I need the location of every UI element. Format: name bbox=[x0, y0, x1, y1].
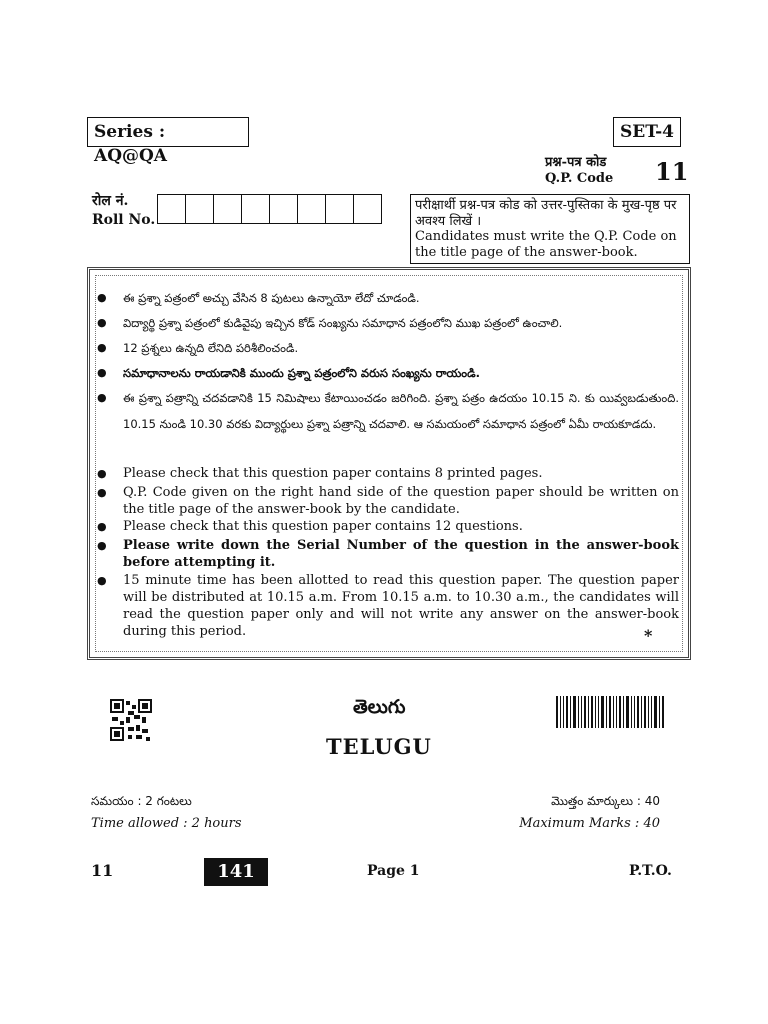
barcode-icon bbox=[556, 696, 666, 728]
subject-telugu: తెలుగు bbox=[353, 696, 406, 718]
bullet-icon: ● bbox=[97, 366, 107, 379]
instruction-telugu: ● విద్యార్థి ప్రశ్నా పత్రంలో కుడివైపు ఇచ్చిన కోడ్ సంఖ్యను సమాధాన పత్రంలోని ముఖ పత్రంలో ఉంచాలి. bbox=[97, 310, 679, 336]
footer-pto: P.T.O. bbox=[629, 863, 672, 879]
instruction-telugu: ● సమాధానాలను రాయడానికి ముందు ప్రశ్నా పత్రంలోని వరుస సంఖ్యను రాయండి. bbox=[97, 360, 679, 386]
instruction-english: ● 15 minute time has been allotted to read this question paper. The question paper will be distributed at 10.15 a.m. From 10.15 a.m. to 10.30 a.m., the candidates will read the question paper only and will not write any answer on the answer-book during this period. bbox=[97, 573, 679, 639]
bullet-icon: ● bbox=[97, 520, 107, 533]
bullet-icon: ● bbox=[97, 539, 107, 552]
series-label: Series : AQ@QA bbox=[87, 117, 249, 147]
roll-cell[interactable] bbox=[214, 195, 242, 223]
qp-code-notice bbox=[410, 194, 690, 264]
footer-badge: 141 bbox=[204, 858, 268, 886]
qp-code-number: 11 bbox=[655, 157, 689, 186]
qp-code-labels bbox=[545, 155, 613, 187]
roll-labels bbox=[92, 192, 155, 230]
roll-cell[interactable] bbox=[270, 195, 298, 223]
qp-code-hindi: प्रश्न-पत्र कोड bbox=[545, 155, 607, 170]
instruction-telugu: ● ఈ ప్రశ్నా పత్రంలో అచ్చు వేసిన 8 పుటలు ఉన్నాయో లేదో చూడండి. bbox=[97, 285, 679, 311]
bullet-icon: ● bbox=[97, 291, 107, 304]
roll-label: Roll No. bbox=[92, 212, 156, 228]
bullet-icon: ● bbox=[97, 467, 107, 480]
roll-cell[interactable] bbox=[242, 195, 270, 223]
bullet-icon: ● bbox=[97, 391, 107, 404]
footer-page: Page 1 bbox=[367, 863, 420, 879]
time-allowed-telugu: సమయం : 2 గంటలు bbox=[91, 794, 192, 808]
max-marks-telugu: మొత్తం మార్కులు : 40 bbox=[551, 794, 660, 808]
time-allowed-english: Time allowed : 2 hours bbox=[91, 816, 242, 831]
star-mark: * bbox=[644, 626, 653, 645]
instruction-telugu: ● 12 ప్రశ్నలు ఉన్నది లేనిది పరిశీలించండి. bbox=[97, 335, 679, 361]
instruction-english: ● Please check that this question paper contains 12 questions. bbox=[97, 519, 523, 534]
notice-hindi: परीक्षार्थी प्रश्न-पत्र कोड को उत्तर-पुस्तिका के मुख-पृष्ठ पर अवश्य लिखें । bbox=[415, 198, 677, 229]
instruction-english: ● Please write down the Serial Number of the question in the answer-book before attempting it. bbox=[97, 538, 679, 570]
bullet-icon: ● bbox=[97, 486, 107, 499]
footer-code: 11 bbox=[91, 861, 114, 880]
roll-hindi: रोल नं. bbox=[92, 193, 129, 209]
notice-english: Candidates must write the Q.P. Code on the title page of the answer-book. bbox=[415, 229, 677, 260]
roll-cell[interactable] bbox=[186, 195, 214, 223]
set-label: SET-4 bbox=[613, 117, 681, 147]
instruction-telugu: ● ఈ ప్రశ్నా పత్రాన్ని చదవడానికి 15 నిమిషాలు కేటాయించడం జరిగింది. ప్రశ్నా పత్రం ఉదయం 10.15 ని. కు యివ్వబడుతుంది. 10.15 నుండి 10.30 వరకు విద్యార్థులు ప్రశ్నా పత్రాన్ని చదవాలి. ఆ సమయంలో సమాధాన పత్రంలో ఏమీ రాయకూడదు. bbox=[97, 385, 679, 437]
roll-cell[interactable] bbox=[298, 195, 326, 223]
subject-english: TELUGU bbox=[326, 734, 432, 759]
max-marks-english: Maximum Marks : 40 bbox=[519, 816, 660, 831]
roll-number-boxes[interactable] bbox=[157, 194, 382, 224]
qr-code-icon bbox=[110, 699, 152, 741]
roll-cell[interactable] bbox=[326, 195, 354, 223]
instruction-english: ● Q.P. Code given on the right hand side of the question paper should be written on the title page of the answer-book by the candidate. bbox=[97, 485, 679, 517]
bullet-icon: ● bbox=[97, 341, 107, 354]
roll-cell[interactable] bbox=[354, 195, 381, 223]
bullet-icon: ● bbox=[97, 316, 107, 329]
roll-cell[interactable] bbox=[158, 195, 186, 223]
instruction-english: ● Please check that this question paper contains 8 printed pages. bbox=[97, 466, 543, 481]
bullet-icon: ● bbox=[97, 574, 107, 587]
qp-code-label: Q.P. Code bbox=[545, 171, 614, 186]
